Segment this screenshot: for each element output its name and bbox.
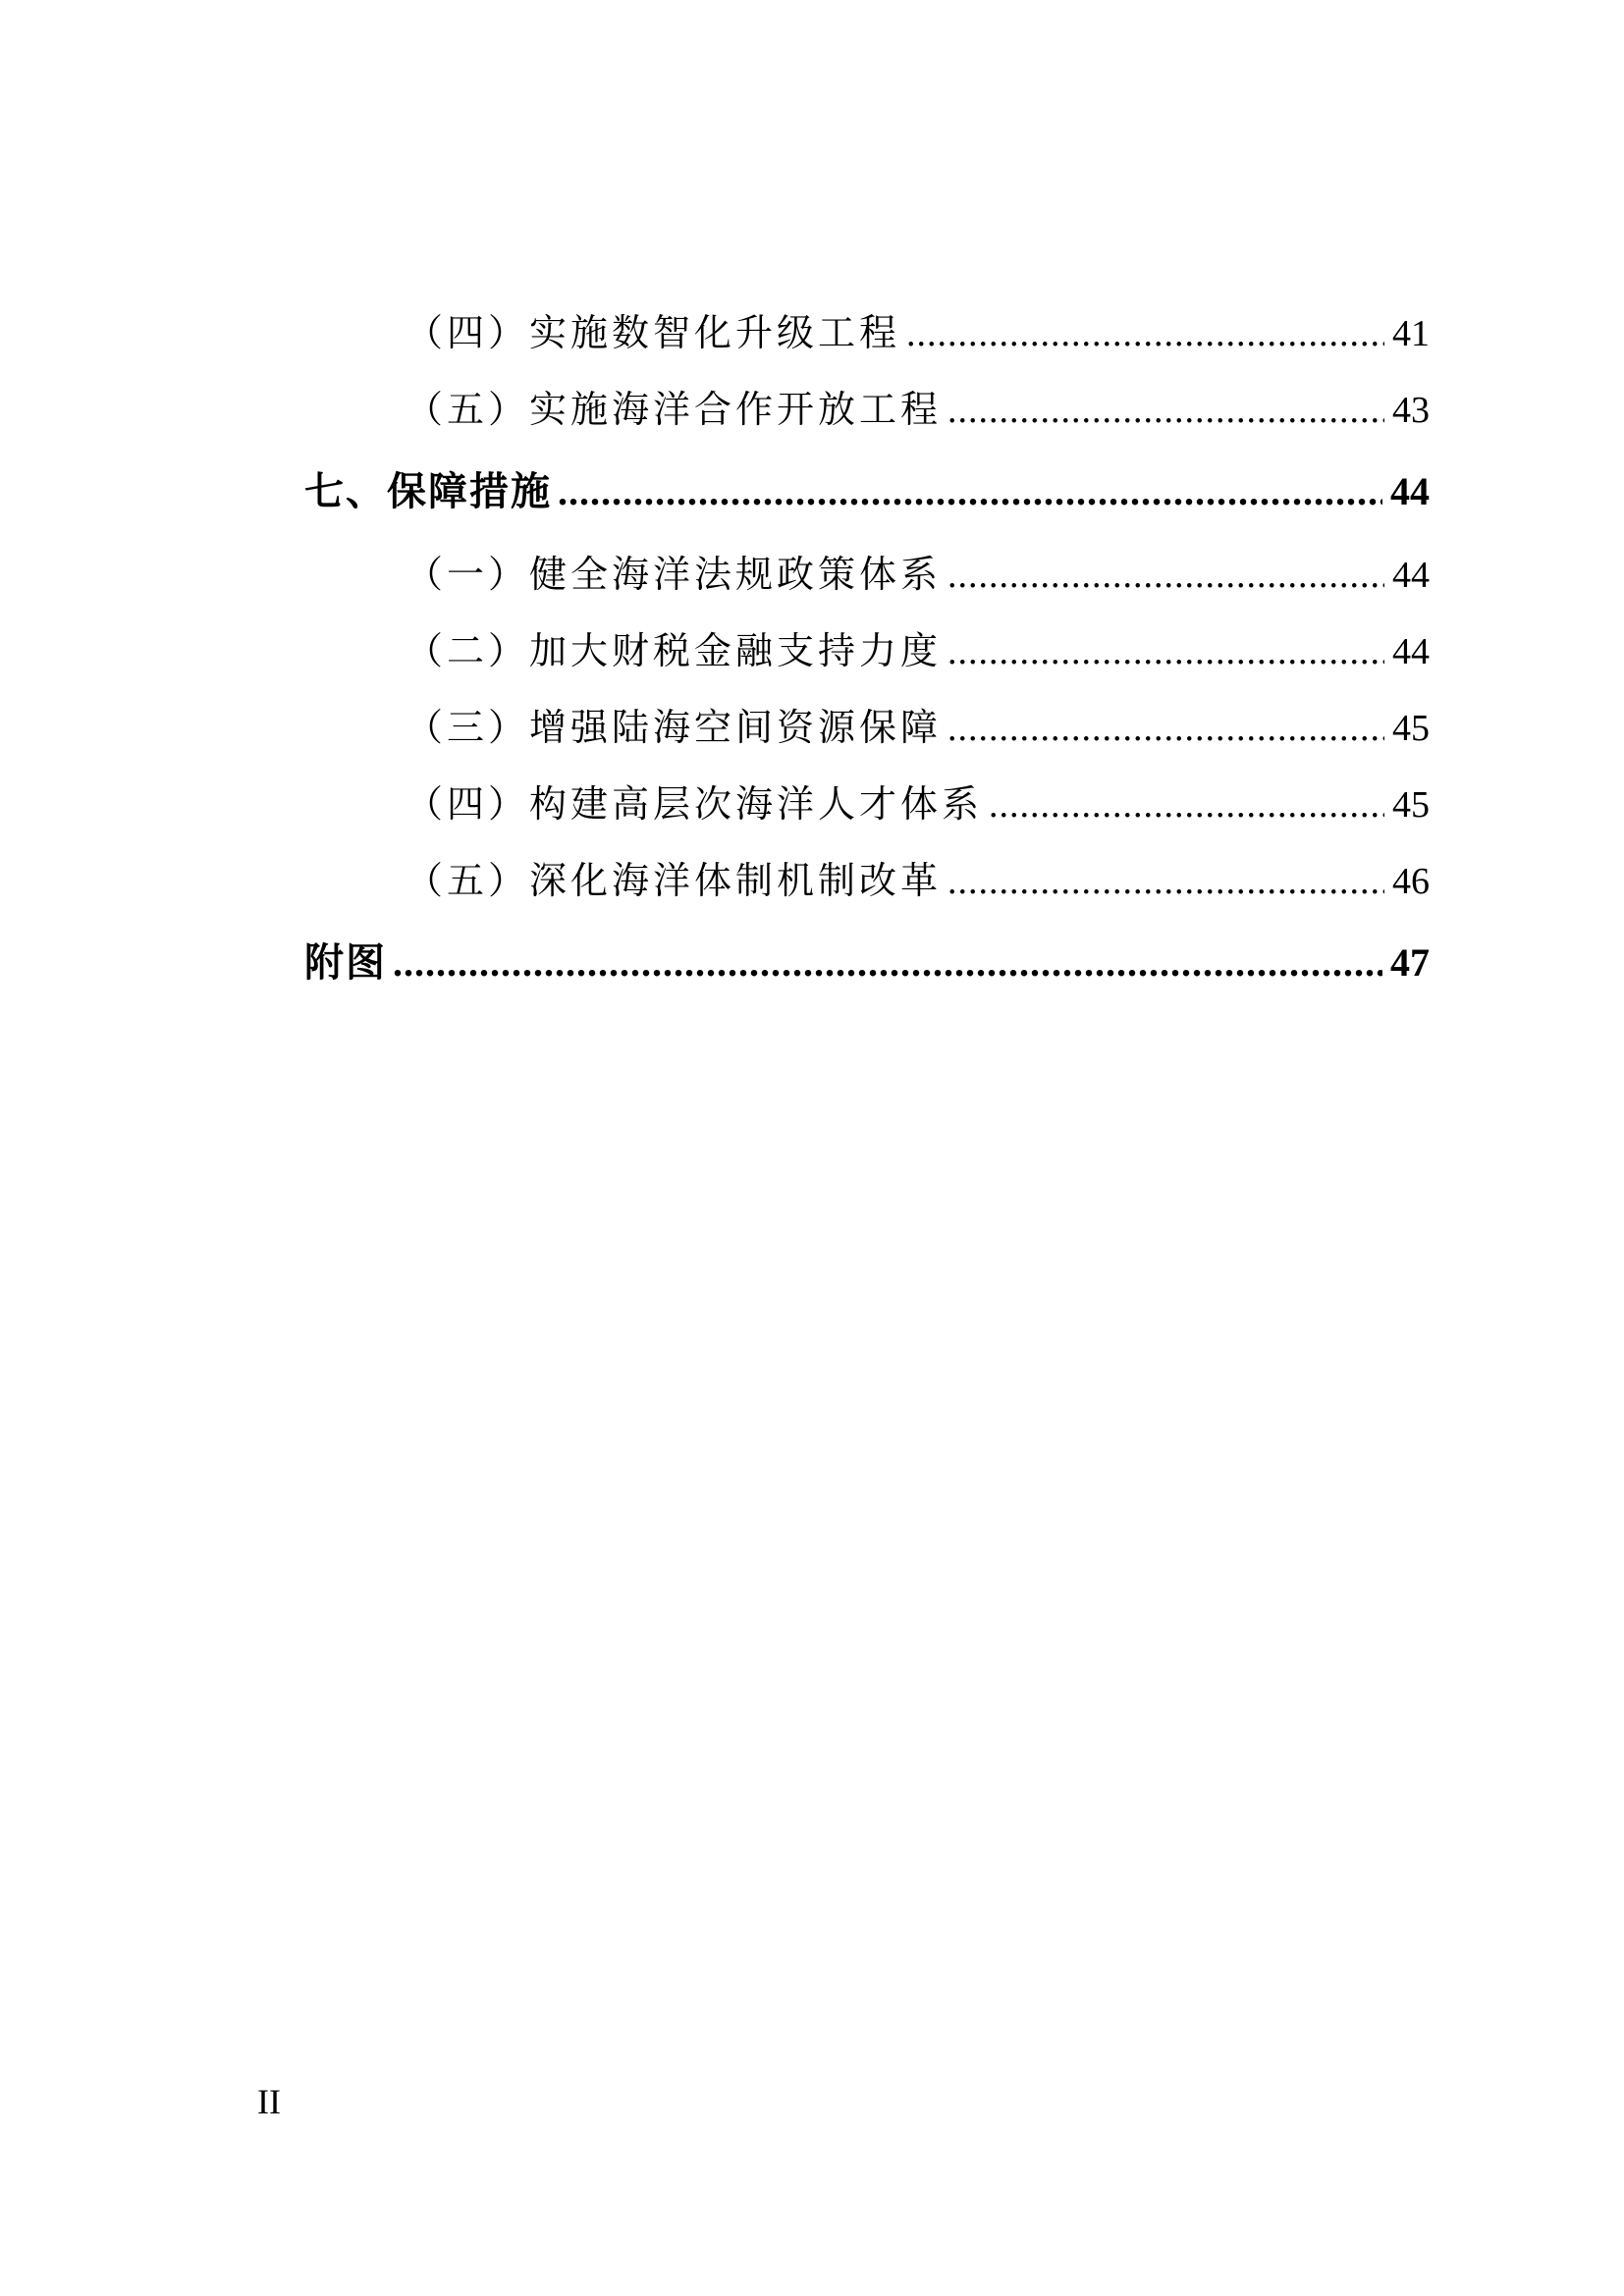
- toc-entry-page: 45: [1392, 784, 1430, 826]
- toc-entry-legal-policy[interactable]: [304, 536, 1430, 613]
- toc-entry-label: （四）实施数智化升级工程: [406, 311, 901, 354]
- toc-entry-label: （二）加大财税金融支持力度: [406, 629, 943, 672]
- toc-entry-safeguard-measures[interactable]: [304, 448, 1430, 536]
- toc-dot-leader: [393, 919, 1382, 1007]
- toc-entry-label: （四）构建高层次海洋人才体系: [406, 782, 984, 826]
- toc-entry-page: 47: [1390, 940, 1430, 985]
- toc-entry-appendix-maps[interactable]: [304, 919, 1430, 1007]
- toc-entry-label: 七、保障措施: [304, 468, 552, 514]
- table-of-contents: [304, 294, 1430, 1007]
- toc-entry-ocean-cooperation[interactable]: [304, 371, 1430, 448]
- toc-entry-digital-upgrade[interactable]: [304, 294, 1430, 371]
- toc-dot-leader: [947, 614, 1384, 690]
- page-number: II: [257, 2082, 281, 2121]
- toc-entry-label: （三）增强陆海空间资源保障: [406, 706, 943, 749]
- toc-entry-page: 45: [1392, 708, 1430, 749]
- toc-dot-leader: [558, 448, 1382, 536]
- toc-dot-leader: [947, 843, 1384, 920]
- toc-entry-page: 44: [1390, 469, 1430, 513]
- toc-entry-page: 41: [1392, 313, 1430, 354]
- toc-entry-fiscal-finance[interactable]: [304, 613, 1430, 689]
- toc-entry-space-resources[interactable]: [304, 689, 1430, 766]
- toc-entry-page: 44: [1392, 631, 1430, 672]
- toc-dot-leader: [947, 537, 1384, 614]
- toc-entry-talent-system[interactable]: [304, 766, 1430, 842]
- toc-dot-leader: [906, 295, 1384, 372]
- toc-entry-page: 46: [1392, 861, 1430, 902]
- toc-entry-institutional-reform[interactable]: [304, 842, 1430, 919]
- toc-dot-leader: [947, 372, 1384, 449]
- toc-entry-label: （五）深化海洋体制机制改革: [406, 859, 943, 902]
- toc-dot-leader: [947, 690, 1384, 767]
- toc-dot-leader: [989, 767, 1384, 843]
- toc-entry-label: （五）实施海洋合作开放工程: [406, 388, 943, 431]
- toc-entry-page: 43: [1392, 390, 1430, 431]
- toc-entry-label: 附图: [304, 939, 387, 986]
- toc-entry-label: （一）健全海洋法规政策体系: [406, 553, 943, 596]
- toc-entry-page: 44: [1392, 555, 1430, 596]
